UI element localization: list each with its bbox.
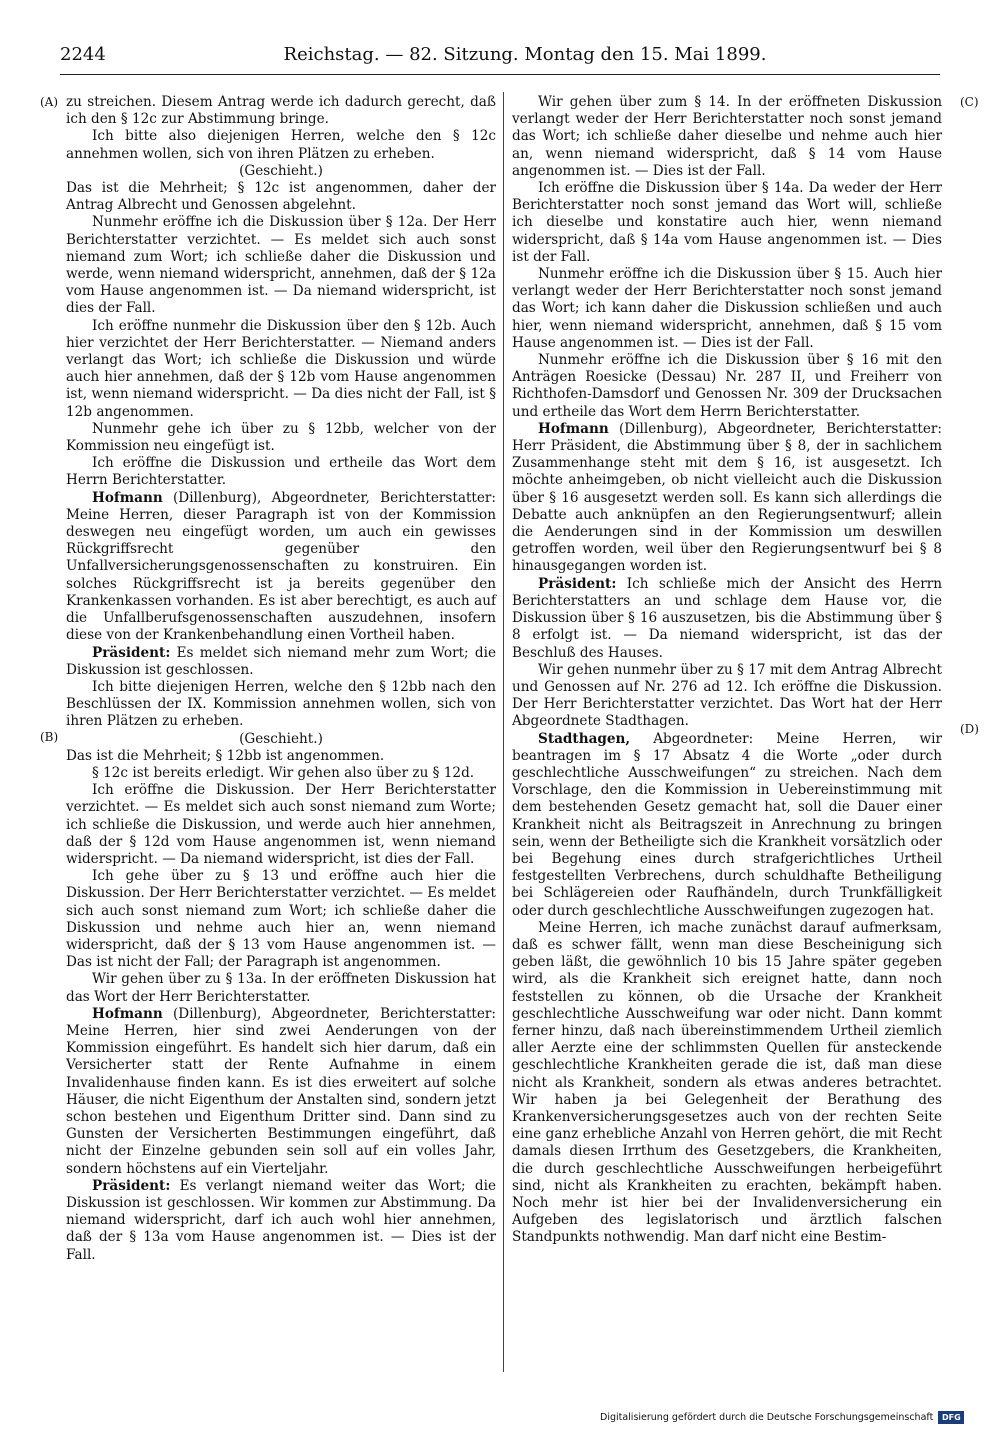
speaker-name: Präsident: [92, 1177, 171, 1194]
right-column [512, 94, 942, 1247]
paragraph-text: Ich bitte also diejenigen Herren, welche den § 12c annehmen wollen, sich von ihren Plätzen zu erheben. [66, 128, 496, 162]
dfg-logo: DFG [938, 1411, 964, 1424]
paragraph [66, 1006, 496, 1178]
footer-credit: Digitalisierung gefördert durch die Deutsche Forschungsgemeinschaft [600, 1412, 934, 1423]
speaker-name: Präsident: [92, 644, 171, 661]
paragraph [66, 318, 496, 421]
paragraph-text: (Dillenburg), Abgeordneter, Berichterstatter: Herr Präsident, die Abstimmung über § 8, der in sachlichem Zusammenhange steht mit dem § 16, ist ausgesetzt. Ich möchte anheimgeben, ob nicht vielleicht auch die Diskussion über § 16 ausgesetzt werden soll. Es kann sich allerdings die Debatte auch anknüpfen an den Regierungsentwurf; allein die Aenderungen sind in der Kommission um deswillen getroffen worden, weil über den Regierungsentwurf bei § 8 hinausgegangen worden ist. [512, 420, 942, 575]
paragraph [512, 421, 942, 576]
paragraph-text: Meine Herren, ich mache zunächst darauf aufmerksam, daß es schwer fällt, wenn man diese Bescheinigung sich geben läßt, die gewöhnlich 10 bis 15 Jahre später gegeben wird, als die Krankheit sich ereignet hatte, dann noch feststellen zu können, ob die Ursache der Krankheit geschlechtliche Ausschweifung war oder nicht. Dann kommt ferner hinzu, daß nach übereinstimmendem Urtheil ziemlich aller Aerzte eine der schlimmsten Quellen für ansteckende geschlechtliche Krankheiten gerade die ist, daß man diese nicht als Krankheit, sondern als etwas anderes betrachtet. Wir haben ja bei Gelegenheit der Berathung des Krankenversicherungsgesetzes auch von der rechten Seite eine ganz erhebliche Anzahl von Herren gehört, die mit Recht damals diesen Irrthum des Gesetzgebers, die Krankheiten, die durch geschlechtliche Ausschweifungen herbeigeführt sind, nicht als Krankheiten zu erachten, bekämpft haben. Noch mehr ist hier bei der Invalidenversicherung ein Aufgeben des legislatorisch und ärztlich falschen Standpunkts nothwendig. Man darf nicht eine Bestim- [512, 919, 942, 1246]
paragraph [512, 920, 942, 1247]
paragraph-text: Nunmehr eröffne ich die Diskussion über § 12a. Der Herr Berichterstatter verzichtet. — Es meldet sich auch sonst niemand zum Wort; ich schließe daher die Diskussion und werde, wenn niemand widerspricht, annehmen, daß der § 12a vom Hause angenommen ist. — Da niemand widerspricht, ist dies der Fall. [66, 214, 496, 317]
speaker-name: Hofmann [92, 1005, 163, 1022]
speaker-name: Hofmann [538, 420, 609, 437]
paragraph-text: (Geschieht.) [239, 730, 323, 747]
margin-marker-b: (B) [40, 730, 59, 744]
paragraph-text: Nunmehr gehe ich über zu § 12bb, welcher von der Kommission neu eingefügt ist. [66, 420, 496, 455]
paragraph-text: Nunmehr eröffne ich die Diskussion über § 16 mit den Anträgen Roesicke (Dessau) Nr. 287 II, und Freiherr von Richthofen-Damsdorf und Genossen Nr. 309 der Drucksachen und ertheile das Wort dem Herrn Berichterstatter. [512, 352, 942, 420]
footer [600, 1411, 964, 1424]
paragraph-text: (Dillenburg), Abgeordneter, Berichterstatter: Meine Herren, dieser Paragraph ist von der Kommission deswegen neu eingefügt worden, um auch ein gewisses Rückgriffsrecht gegenüber den Unfallversicherungsgenossenschaften zu konstruiren. Ein solches Rückgriffsrecht ist ja bereits gegenüber den Krankenkassen vorhanden. Es ist aber berechtigt, es auch auf die Unfallberufsgenossenschaften auszudehnen, insofern diese von der Krankenbehandlung einen Vortheil haben. [66, 489, 496, 644]
paragraph [66, 1178, 496, 1264]
paragraph [66, 128, 496, 162]
paragraph [66, 679, 496, 731]
paragraph [512, 180, 942, 266]
speaker-name: Hofmann [92, 489, 163, 506]
paragraph-text: Ich eröffne nunmehr die Diskussion über den § 12b. Auch hier verzichtet der Herr Berichterstatter. — Niemand anders verlangt das Wort; ich schließe die Diskussion und würde auch hier annehmen, daß der § 12b vom Hause angenommen ist, wenn niemand widerspricht. — Da dies nicht der Fall, ist § 12b angenommen. [66, 317, 496, 420]
speaker-name: Präsident: [538, 575, 617, 592]
paragraph [66, 421, 496, 455]
running-header [60, 44, 940, 70]
paragraph [512, 576, 942, 662]
column-divider [503, 92, 504, 1372]
paragraph-text: Es verlangt niemand weiter das Wort; die Diskussion ist geschlossen. Wir kommen zur Abstimmung. Da niemand widerspricht, darf ich auch wohl hier annehmen, daß der § 13a vom Hause angenommen ist. — Dies ist der Fall. [66, 1177, 496, 1263]
paragraph-text: zu streichen. Diesem Antrag werde ich dadurch gerecht, daß ich den § 12c zur Abstimmung bringe. [66, 94, 496, 128]
paragraph [66, 765, 496, 782]
paragraph [66, 971, 496, 1005]
paragraph-text: Ich eröffne die Diskussion und ertheile das Wort dem Herrn Berichterstatter. [66, 455, 496, 489]
paragraph-text: Ich schließe mich der Ansicht des Herrn Berichterstatters an und schlage dem Hause vor, die Diskussion über § 16 auszusetzen, bis die Abstimmung über § 8 erfolgt ist. — Da niemand widerspricht, ist das der Beschluß des Hauses. [512, 575, 942, 661]
paragraph [512, 731, 942, 920]
paragraph-text: Wir gehen nunmehr über zu § 17 mit dem Antrag Albrecht und Genossen auf Nr. 276 ad 12. Ich eröffne die Diskussion. Der Herr Berichterstatter verzichtet. Das Wort hat der Herr Abgeordnete Stadthagen. [512, 661, 942, 730]
paragraph-text: Nunmehr eröffne ich die Diskussion über § 15. Auch hier verlangt weder der Herr Berichterstatter noch sonst jemand das Wort; ich kann daher die Diskussion schließen und auch hier, wenn niemand widerspricht, annehmen, daß § 15 vom Hause angenommen ist. — Dies ist der Fall. [512, 266, 942, 351]
margin-marker-d: (D) [960, 722, 979, 736]
margin-marker-c: (C) [960, 95, 979, 109]
paragraph [66, 490, 496, 645]
paragraph [512, 352, 942, 421]
paragraph-text: (Dillenburg), Abgeordneter, Berichterstatter: Meine Herren, hier sind zwei Aenderungen von der Kommission eingeführt. Es handelt sich hier darum, daß ein Versicherter statt der Rente Aufnahme in einem Invalidenhause finden kann. Es ist dies erweitert auf solche Häuser, die nicht Eigenthum der Anstalten sind, sondern jetzt schon bestehen und Eigenthum Dritter sind. Dann sind zu Gunsten der Versicherten Bestimmungen eingeführt, daß nicht der Einzelne gebunden sein soll auf ein volles Jahr, sondern höchstens auf ein Vierteljahr. [66, 1005, 496, 1177]
paragraph [66, 180, 496, 214]
paragraph [66, 782, 496, 868]
paragraph-text: Das ist die Mehrheit; § 12c ist angenommen, daher der Antrag Albrecht und Genossen abgelehnt. [66, 180, 496, 214]
paragraph-text: Ich eröffne die Diskussion über § 14a. Da weder der Herr Berichterstatter noch sonst jemand das Wort will, schließe ich dieselbe und konstatire auch hier, wenn niemand widerspricht, daß § 14a vom Hause angenommen ist. — Dies ist der Fall. [512, 180, 942, 265]
paragraph [66, 748, 496, 765]
paragraph-text: Es meldet sich niemand mehr zum Wort; die Diskussion ist geschlossen. [66, 644, 496, 678]
paragraph-text: Das ist die Mehrheit; § 12bb ist angenommen. [66, 747, 385, 764]
paragraph [66, 163, 496, 180]
left-column [66, 94, 496, 1264]
page-number: 2244 [60, 44, 106, 65]
paragraph [66, 868, 496, 971]
paragraph [512, 266, 942, 352]
paragraph-text: Ich gehe über zu § 13 und eröffne auch hier die Diskussion. Der Herr Berichterstatter verzichtet. — Es meldet sich auch sonst niemand zum Wort; ich schließe daher die Diskussion und nehme auch hier an, wenn niemand widerspricht, daß der § 13 vom Hause angenommen ist. — Das ist nicht der Fall; der Paragraph ist angenommen. [66, 868, 497, 971]
paragraph [512, 662, 942, 731]
paragraph-text: § 12c ist bereits erledigt. Wir gehen also über zu § 12d. [92, 764, 475, 781]
paragraph-text: Ich eröffne die Diskussion. Der Herr Berichterstatter verzichtet. — Es meldet sich auch sonst niemand zum Worte; ich schließe die Diskussion, und werde auch hier annehmen, daß der § 12d vom Hause angenommen ist, wenn niemand widerspricht. — Da niemand widerspricht, ist dies der Fall. [66, 782, 496, 867]
paragraph-text: Abgeordneter: Meine Herren, wir beantragen im § 17 Absatz 4 die Worte „oder durch geschlechtliche Ausschweifungen“ zu streichen. Nach dem Vorschlage, den die Kommission in Uebereinstimmung mit dem bestehenden Gesetz gemacht hat, soll die Dauer einer Krankheit nicht als Beitragszeit in Anrechnung zu bringen sein, wenn der Betheiligte sich die Krankheit vorsätzlich oder bei Begehung eines durch strafgerichtliches Urtheil festgestellten Verbrechens, durch schuldhafte Betheiligung bei Schlägereien oder Raufhändeln, durch Trunkfälligkeit oder durch geschlechtliche Ausschweifungen zugezogen hat. [512, 730, 942, 919]
paragraph-text: Ich bitte diejenigen Herren, welche den § 12bb nach den Beschlüssen der IX. Kommission annehmen wollen, sich von ihren Plätzen zu erheben. [66, 678, 496, 730]
margin-marker-a: (A) [40, 95, 59, 109]
paragraph [66, 455, 496, 489]
paragraph [66, 731, 496, 748]
header-rule [60, 74, 940, 75]
paragraph-text: (Geschieht.) [239, 162, 323, 179]
speaker-name: Stadthagen, [538, 730, 631, 747]
paragraph-text: Wir gehen über zu § 13a. In der eröffneten Diskussion hat das Wort der Herr Berichterstatter. [66, 971, 496, 1005]
page-title: Reichstag. — 82. Sitzung. Montag den 15. Mai 1899. [283, 44, 767, 65]
paragraph-text: Wir gehen über zum § 14. In der eröffneten Diskussion verlangt weder der Herr Berichterstatter noch sonst jemand das Wort; ich schließe daher dieselbe und nehme auch hier an, wenn niemand widerspricht, daß § 14 vom Hause angenommen ist. — Dies ist der Fall. [512, 94, 942, 179]
paragraph [66, 645, 496, 679]
paragraph [66, 94, 496, 128]
paragraph [66, 214, 496, 317]
paragraph [512, 94, 942, 180]
